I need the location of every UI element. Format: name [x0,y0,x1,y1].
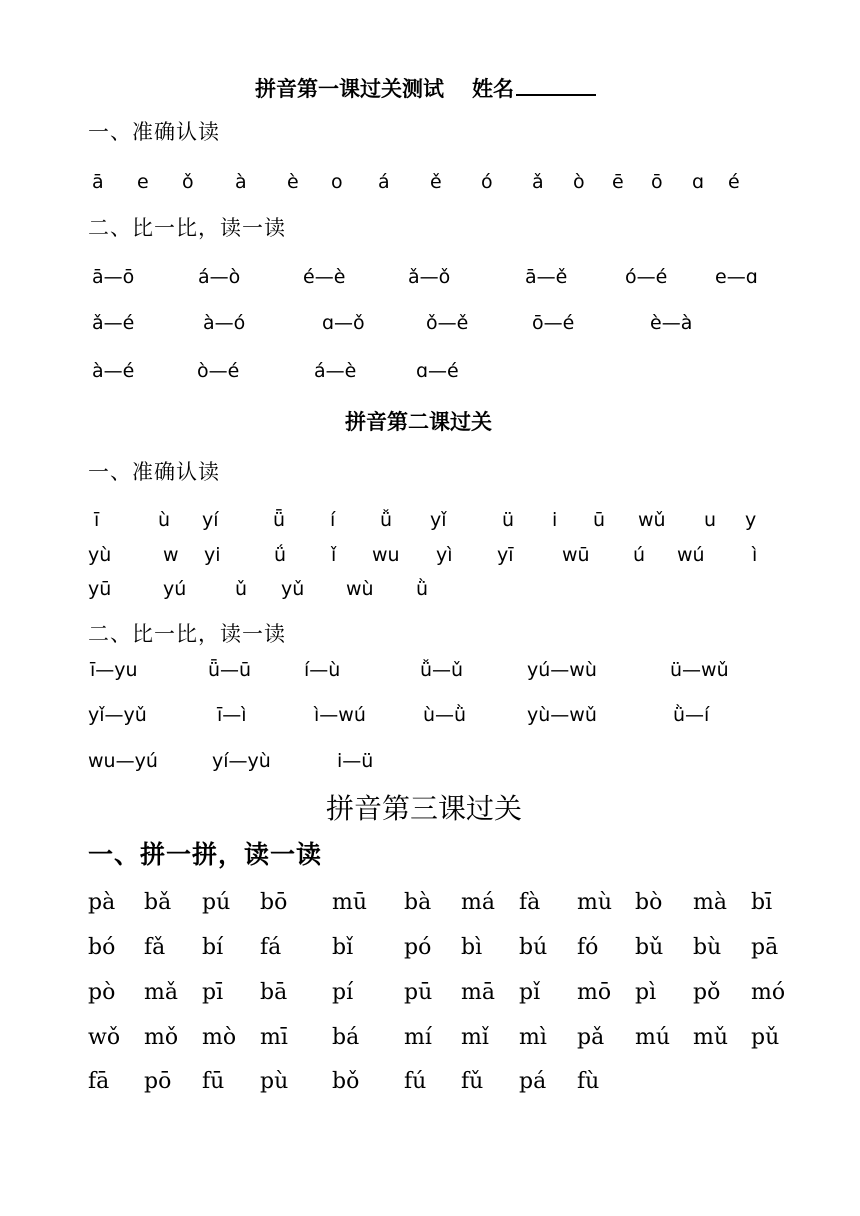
pinyin-item: ǒ [182,171,194,193]
syllable: fǎ [144,935,166,960]
pinyin-item: o [331,171,343,193]
lesson2-title: 拼音第二课过关 [345,409,492,434]
syllable: mì [519,1025,547,1050]
syllable: mò [202,1025,237,1050]
pinyin-item: ǔ [235,578,248,600]
syllable: má [461,890,495,915]
syllable: pǔ [751,1025,780,1050]
compare-pair: ó—é [625,266,668,288]
pinyin-item: è [287,171,299,193]
pinyin-item: ě [430,171,442,193]
lesson1-title: 拼音第一课过关测试 [255,76,444,101]
pinyin-item: yū [88,578,112,600]
compare-pair: ì—wú [314,704,366,726]
pinyin-item: wù [346,578,374,600]
compare-pair: ō—é [532,312,575,334]
syllable: fá [260,935,282,960]
compare-pair: ǎ—ǒ [408,266,451,288]
pinyin-item: wú [677,544,705,566]
syllable: fā [88,1069,110,1094]
compare-pair: à—é [92,360,135,382]
pinyin-item: ǐ [331,544,337,566]
name-blank [516,76,596,96]
compare-pair: ǚ—ǔ [420,659,464,681]
syllable: pā [751,935,779,960]
syllable: mà [693,890,727,915]
syllable: pá [519,1069,547,1094]
syllable: bó [88,935,116,960]
compare-pair: ā—ō [92,266,135,288]
compare-pair: é—è [303,266,346,288]
pinyin-item: í [330,509,336,531]
compare-pair: e—ɑ [715,266,758,288]
pinyin-item: y [745,509,757,531]
compare-pair: è—à [650,312,693,334]
syllable: bī [751,890,773,915]
syllable: pú [202,890,231,915]
syllable: mī [260,1025,288,1050]
lesson1-title-line [255,76,596,99]
pinyin-item: yī [497,544,514,566]
syllable: fǔ [461,1069,484,1094]
syllable: bú [519,935,548,960]
syllable: bǐ [332,935,354,960]
compare-pair: ǜ—í [673,704,710,726]
compare-pair: á—è [314,360,357,382]
pinyin-item: ī [94,509,100,531]
syllable: mǐ [461,1025,489,1050]
pinyin-item: u [704,509,717,531]
syllable: bì [461,935,483,960]
pinyin-item: ǚ [380,509,393,531]
compare-pair: ā—ě [525,266,568,288]
syllable: fù [577,1069,600,1094]
pinyin-item: yí [202,509,219,531]
syllable: mā [461,980,495,1005]
pinyin-item: w [163,544,179,566]
syllable: bā [260,980,288,1005]
pinyin-item: ǎ [532,171,544,193]
syllable: bá [332,1025,360,1050]
compare-pair: á—ò [198,266,241,288]
syllable: pù [260,1069,289,1094]
lesson3-section1-heading: 一、拼一拼，读一读 [88,840,323,869]
pinyin-item: ù [158,509,171,531]
syllable: pò [88,980,116,1005]
syllable: mǔ [693,1025,729,1050]
syllable: pí [332,980,354,1005]
syllable: mō [577,980,612,1005]
pinyin-item: ǘ [274,544,287,566]
pinyin-item: ó [481,171,493,193]
syllable: mù [577,890,613,915]
syllable: mó [751,980,786,1005]
compare-pair: ǒ—ě [426,312,469,334]
pinyin-item: yi [204,544,221,566]
syllable: fú [404,1069,427,1094]
pinyin-item: ü [502,509,515,531]
pinyin-item: e [137,171,149,193]
syllable: mū [332,890,368,915]
syllable: bō [260,890,288,915]
compare-pair: ù—ǜ [423,704,467,726]
syllable: pì [635,980,657,1005]
compare-pair: ī—yu [90,659,138,681]
syllable: mú [635,1025,671,1050]
pinyin-item: ǜ [416,578,429,600]
syllable: pó [404,935,432,960]
name-label: 姓名 [472,76,514,101]
pinyin-item: ū [593,509,606,531]
pinyin-item: à [235,171,247,193]
lesson1-section1-heading: 一、准确认读 [88,120,220,144]
compare-pair: í—ù [304,659,341,681]
syllable: bà [404,890,432,915]
syllable: fà [519,890,541,915]
syllable: bǎ [144,890,172,915]
syllable: fū [202,1069,225,1094]
compare-pair: à—ó [203,312,246,334]
compare-pair: yù—wǔ [527,704,597,726]
compare-pair: ɑ—é [416,360,459,382]
compare-pair: yú—wù [527,659,597,681]
syllable: bò [635,890,663,915]
compare-pair: ǎ—é [92,312,135,334]
syllable: pà [88,890,116,915]
compare-pair: yí—yù [212,750,271,772]
pinyin-item: ǖ [273,509,286,531]
syllable: pǒ [693,980,721,1005]
syllable: mí [404,1025,432,1050]
compare-pair: i—ü [337,750,374,772]
syllable: pī [202,980,224,1005]
pinyin-item: ō [651,171,663,193]
syllable: bǔ [635,935,664,960]
pinyin-item: yù [88,544,112,566]
syllable: wǒ [88,1025,121,1050]
pinyin-item: wū [562,544,590,566]
syllable: bù [693,935,722,960]
syllable: fó [577,935,599,960]
compare-pair: ɑ—ǒ [322,312,365,334]
syllable: pū [404,980,433,1005]
compare-pair: yǐ—yǔ [88,704,147,726]
pinyin-item: á [378,171,390,193]
syllable: bǒ [332,1069,360,1094]
pinyin-item: yú [163,578,187,600]
compare-pair: ǖ—ū [208,659,252,681]
pinyin-item: ɑ [692,171,705,193]
syllable: bí [202,935,224,960]
syllable: pǎ [577,1025,605,1050]
pinyin-item: wǔ [638,509,666,531]
pinyin-item: yǔ [281,578,305,600]
pinyin-item: ò [573,171,585,193]
pinyin-item: ā [92,171,104,193]
pinyin-item: yì [436,544,453,566]
pinyin-item: é [728,171,740,193]
lesson1-section2-heading: 二、比一比，读一读 [88,216,286,240]
syllable: pō [144,1069,172,1094]
pinyin-item: ì [752,544,758,566]
compare-pair: ü—wǔ [670,659,729,681]
compare-pair: ī—ì [217,704,247,726]
pinyin-item: ē [612,171,624,193]
lesson3-title: 拼音第三课过关 [326,792,523,825]
pinyin-item: i [552,509,558,531]
pinyin-item: yǐ [430,509,447,531]
syllable: pǐ [519,980,541,1005]
syllable: mǒ [144,1025,179,1050]
lesson2-section1-heading: 一、准确认读 [88,460,220,484]
syllable: mǎ [144,980,178,1005]
lesson2-section2-heading: 二、比一比，读一读 [88,622,286,646]
compare-pair: wu—yú [88,750,158,772]
pinyin-item: ú [633,544,646,566]
pinyin-item: wu [372,544,400,566]
compare-pair: ò—é [197,360,240,382]
